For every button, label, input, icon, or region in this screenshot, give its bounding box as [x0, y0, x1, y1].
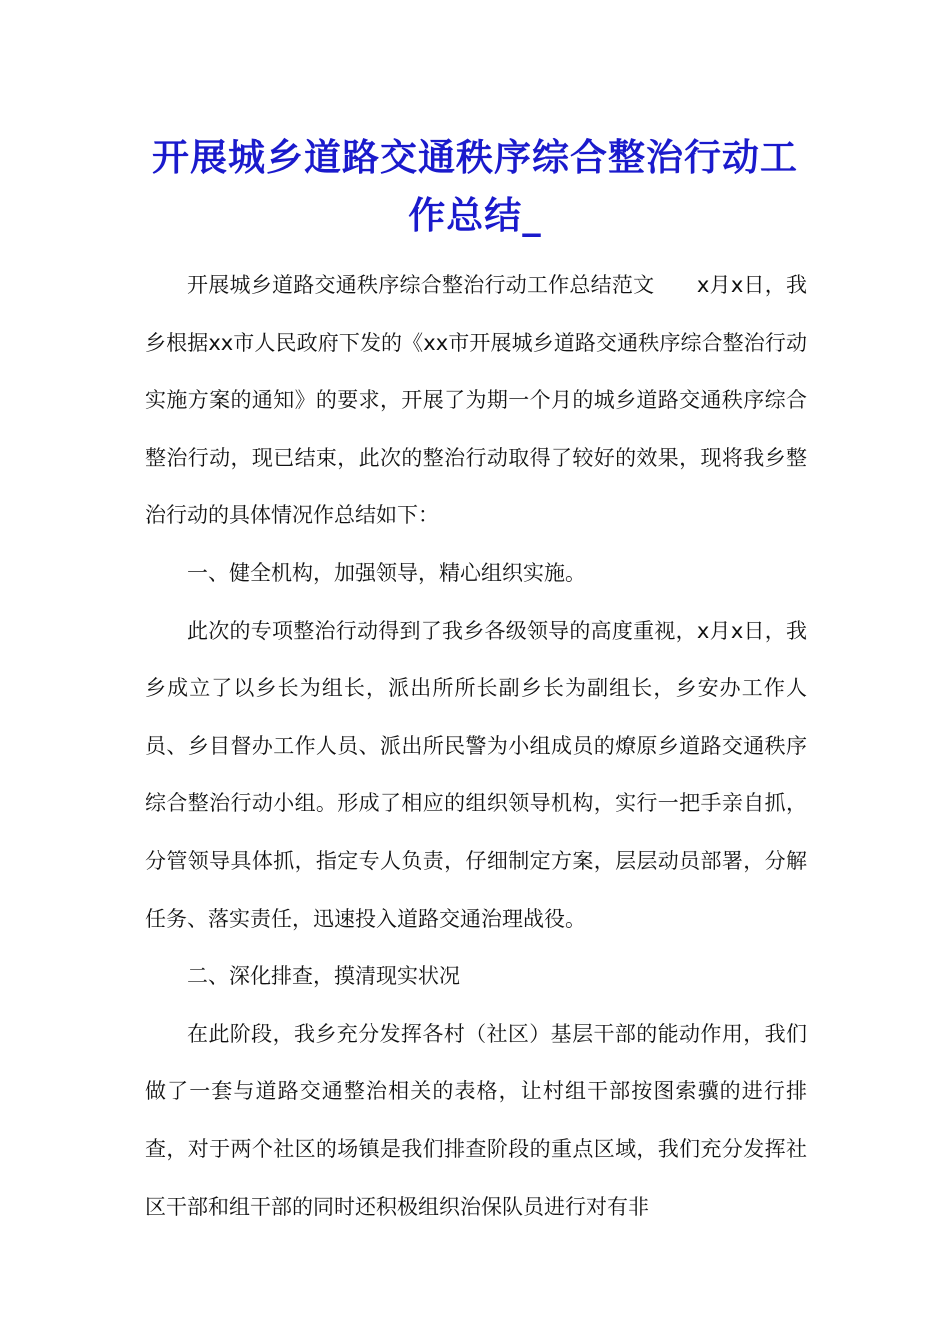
document-title: 开展城乡道路交通秩序综合整治行动工作总结_ [152, 135, 798, 237]
document-body [145, 257, 807, 1236]
section-heading-1: 一、健全机构，加强领导，精心组织实施。 [187, 560, 586, 585]
paragraph-section-2: 在此阶段，我乡充分发挥各村（社区）基层干部的能动作用，我们做了一套与道路交通整治相关的表格，让村组干部按图索骥的进行排查，对于两个社区的场镇是我们排查阶段的重点区域，我们充分发挥社区干部和组干部的同时还积极组织治保队员进行对有非 [145, 1021, 807, 1219]
section-heading-2: 二、深化排查，摸清现实状况 [187, 964, 460, 989]
paragraph-intro: 开展城乡道路交通秩序综合整治行动工作总结范文 x月x日，我乡根据xx市人民政府下发的《xx市开展城乡道路交通秩序综合整治行动实施方案的通知》的要求，开展了为期一个月的城乡道路交通秩序综合整治行动，现已结束，此次的整治行动取得了较好的效果，现将我乡整治行动的具体情况作总结如下： [145, 273, 807, 528]
paragraph-section-1: 此次的专项整治行动得到了我乡各级领导的高度重视，x月x日，我乡成立了以乡长为组长，派出所所长副乡长为副组长，乡安办工作人员、乡目督办工作人员、派出所民警为小组成员的燎原乡道路交通秩序综合整治行动小组。形成了相应的组织领导机构，实行一把手亲自抓，分管领导具体抓，指定专人负责，仔细制定方案，层层动员部署，分解任务、落实责任，迅速投入道路交通治理战役。 [145, 618, 807, 931]
